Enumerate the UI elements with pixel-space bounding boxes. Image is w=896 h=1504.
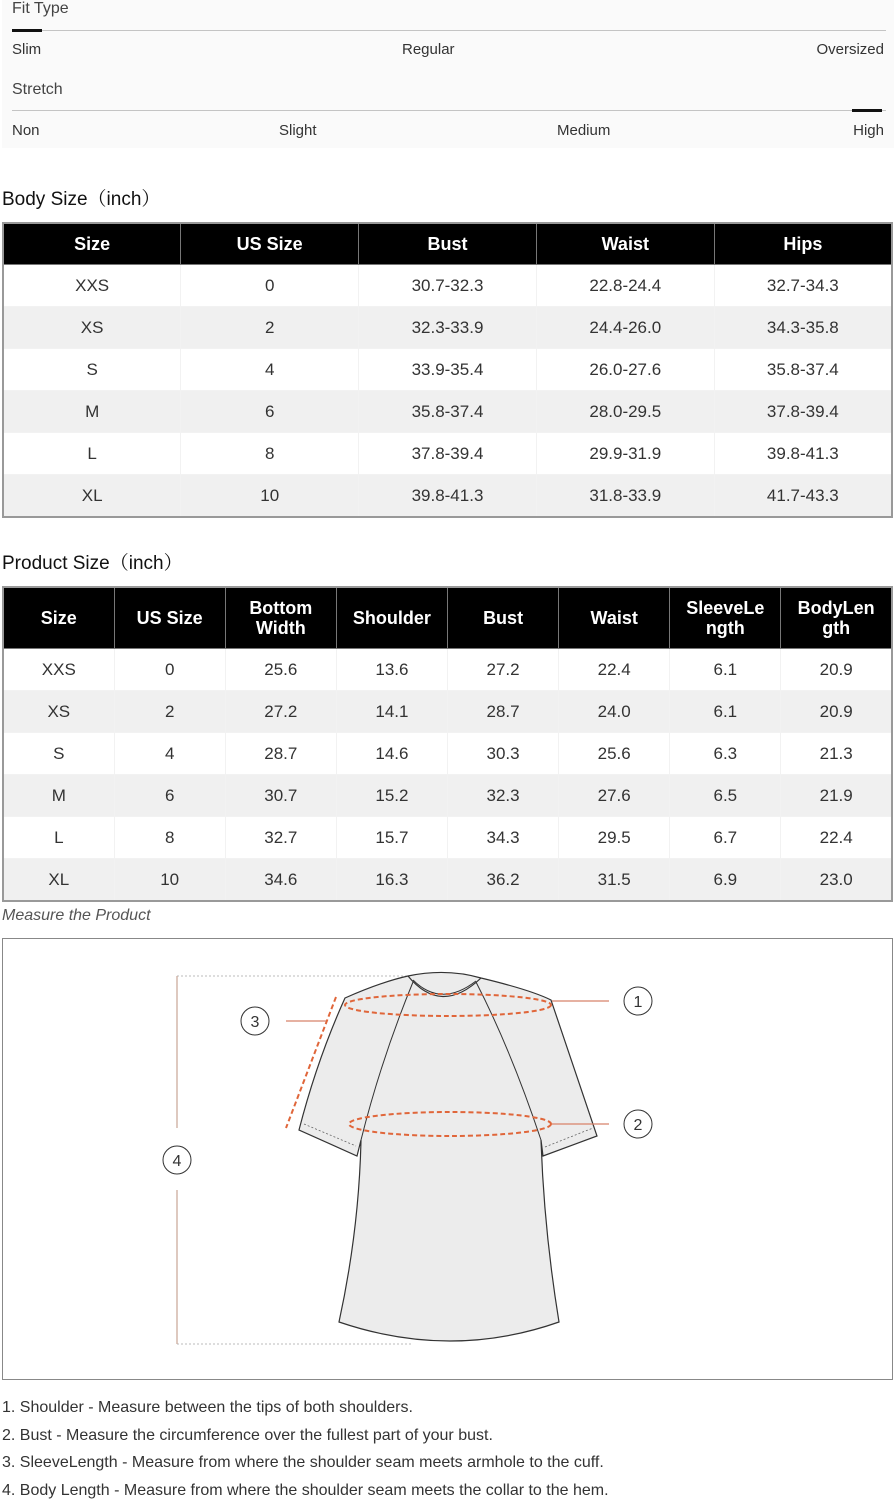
cell: M bbox=[3, 391, 181, 433]
cell: 37.8-39.4 bbox=[714, 391, 892, 433]
cell: S bbox=[3, 349, 181, 391]
cell: 6 bbox=[181, 391, 359, 433]
cell: 14.1 bbox=[336, 691, 447, 733]
col-header: Waist bbox=[559, 587, 670, 649]
cell: 35.8-37.4 bbox=[714, 349, 892, 391]
cell: XS bbox=[3, 307, 181, 349]
cell: 25.6 bbox=[559, 733, 670, 775]
cell: 32.3-33.9 bbox=[359, 307, 537, 349]
tshirt-diagram bbox=[3, 939, 892, 1379]
cell: 31.5 bbox=[559, 859, 670, 902]
cell: 16.3 bbox=[336, 859, 447, 902]
cell: 29.9-31.9 bbox=[536, 433, 714, 475]
measure-caption: Measure the Product bbox=[2, 907, 151, 925]
fit-label-slim: Slim bbox=[12, 41, 41, 58]
col-header: US Size bbox=[114, 587, 225, 649]
stretch-label-medium: Medium bbox=[557, 122, 610, 139]
cell: 27.2 bbox=[225, 691, 336, 733]
cell: 32.7-34.3 bbox=[714, 265, 892, 307]
table-row bbox=[3, 349, 892, 391]
table-row bbox=[3, 775, 892, 817]
product-size-table bbox=[2, 586, 893, 902]
cell: 0 bbox=[181, 265, 359, 307]
cell: 39.8-41.3 bbox=[714, 433, 892, 475]
col-header: Shoulder bbox=[336, 587, 447, 649]
cell: 21.3 bbox=[781, 733, 892, 775]
col-header: Bust bbox=[448, 587, 559, 649]
note-body-length: 4. Body Length - Measure from where the shoulder seam meets the collar to the hem. bbox=[2, 1477, 609, 1504]
cell: 24.0 bbox=[559, 691, 670, 733]
cell: L bbox=[3, 817, 114, 859]
cell: 34.3-35.8 bbox=[714, 307, 892, 349]
fit-type-marker bbox=[12, 29, 42, 32]
cell: XXS bbox=[3, 265, 181, 307]
cell: 28.7 bbox=[225, 733, 336, 775]
cell: 6.1 bbox=[670, 649, 781, 691]
fit-stretch-panel bbox=[2, 0, 894, 148]
table-row bbox=[3, 691, 892, 733]
body-size-title: Body Size（inch） bbox=[2, 184, 160, 211]
col-header: Bottom Width bbox=[225, 587, 336, 649]
cell: 41.7-43.3 bbox=[714, 475, 892, 518]
cell: XL bbox=[3, 859, 114, 902]
marker-3 bbox=[241, 1007, 269, 1035]
cell: 15.2 bbox=[336, 775, 447, 817]
cell: 24.4-26.0 bbox=[536, 307, 714, 349]
col-header: US Size bbox=[181, 223, 359, 265]
table-row bbox=[3, 391, 892, 433]
cell: 2 bbox=[181, 307, 359, 349]
cell: 31.8-33.9 bbox=[536, 475, 714, 518]
cell: 30.7-32.3 bbox=[359, 265, 537, 307]
cell: 4 bbox=[181, 349, 359, 391]
cell: 0 bbox=[114, 649, 225, 691]
cell: 32.7 bbox=[225, 817, 336, 859]
stretch-label-high: High bbox=[853, 122, 884, 139]
cell: 22.8-24.4 bbox=[536, 265, 714, 307]
cell: XS bbox=[3, 691, 114, 733]
svg-text:2: 2 bbox=[634, 1117, 643, 1134]
table-row bbox=[3, 649, 892, 691]
measurement-notes bbox=[2, 1394, 609, 1504]
cell: 10 bbox=[181, 475, 359, 518]
cell: 34.3 bbox=[448, 817, 559, 859]
stretch-marker bbox=[852, 109, 882, 112]
cell: 13.6 bbox=[336, 649, 447, 691]
cell: L bbox=[3, 433, 181, 475]
cell: 4 bbox=[114, 733, 225, 775]
cell: XXS bbox=[3, 649, 114, 691]
cell: 36.2 bbox=[448, 859, 559, 902]
cell: 34.6 bbox=[225, 859, 336, 902]
cell: 30.7 bbox=[225, 775, 336, 817]
stretch-title: Stretch bbox=[12, 81, 63, 99]
marker-2 bbox=[624, 1110, 652, 1138]
col-header: Waist bbox=[536, 223, 714, 265]
stretch-scale bbox=[12, 110, 886, 111]
svg-text:4: 4 bbox=[173, 1153, 182, 1170]
cell: 28.0-29.5 bbox=[536, 391, 714, 433]
col-header: Size bbox=[3, 587, 114, 649]
cell: 15.7 bbox=[336, 817, 447, 859]
cell: 33.9-35.4 bbox=[359, 349, 537, 391]
fit-type-scale bbox=[12, 30, 886, 31]
note-bust: 2. Bust - Measure the circumference over the fullest part of your bust. bbox=[2, 1422, 609, 1450]
fit-label-oversized: Oversized bbox=[816, 41, 884, 58]
cell: 22.4 bbox=[781, 817, 892, 859]
cell: 6.1 bbox=[670, 691, 781, 733]
col-header: BodyLen gth bbox=[781, 587, 892, 649]
cell: 20.9 bbox=[781, 649, 892, 691]
cell: 29.5 bbox=[559, 817, 670, 859]
body-size-table bbox=[2, 222, 893, 518]
stretch-label-non: Non bbox=[12, 122, 40, 139]
cell: 39.8-41.3 bbox=[359, 475, 537, 518]
table-row bbox=[3, 859, 892, 902]
cell: 6.9 bbox=[670, 859, 781, 902]
table-row bbox=[3, 307, 892, 349]
product-size-title: Product Size（inch） bbox=[2, 548, 183, 575]
cell: 28.7 bbox=[448, 691, 559, 733]
cell: 35.8-37.4 bbox=[359, 391, 537, 433]
cell: S bbox=[3, 733, 114, 775]
marker-1 bbox=[624, 987, 652, 1015]
table-row bbox=[3, 817, 892, 859]
svg-text:3: 3 bbox=[251, 1014, 260, 1031]
cell: 20.9 bbox=[781, 691, 892, 733]
fit-type-title: Fit Type bbox=[12, 0, 69, 18]
table-row bbox=[3, 475, 892, 518]
note-sleeve-length: 3. SleeveLength - Measure from where the shoulder seam meets armhole to the cuff. bbox=[2, 1449, 609, 1477]
col-header: Bust bbox=[359, 223, 537, 265]
col-header: SleeveLe ngth bbox=[670, 587, 781, 649]
cell: 14.6 bbox=[336, 733, 447, 775]
table-row bbox=[3, 433, 892, 475]
cell: 6.7 bbox=[670, 817, 781, 859]
cell: XL bbox=[3, 475, 181, 518]
cell: 30.3 bbox=[448, 733, 559, 775]
cell: 27.2 bbox=[448, 649, 559, 691]
cell: 21.9 bbox=[781, 775, 892, 817]
stretch-label-slight: Slight bbox=[279, 122, 317, 139]
cell: 6.5 bbox=[670, 775, 781, 817]
cell: 27.6 bbox=[559, 775, 670, 817]
col-header: Size bbox=[3, 223, 181, 265]
cell: M bbox=[3, 775, 114, 817]
measurement-diagram bbox=[2, 938, 893, 1380]
marker-4 bbox=[163, 1146, 191, 1174]
cell: 6 bbox=[114, 775, 225, 817]
note-shoulder: 1. Shoulder - Measure between the tips of both shoulders. bbox=[2, 1394, 609, 1422]
cell: 2 bbox=[114, 691, 225, 733]
table-row bbox=[3, 265, 892, 307]
col-header: Hips bbox=[714, 223, 892, 265]
svg-text:1: 1 bbox=[634, 994, 643, 1011]
cell: 23.0 bbox=[781, 859, 892, 902]
cell: 22.4 bbox=[559, 649, 670, 691]
fit-label-regular: Regular bbox=[402, 41, 455, 58]
cell: 6.3 bbox=[670, 733, 781, 775]
cell: 25.6 bbox=[225, 649, 336, 691]
cell: 26.0-27.6 bbox=[536, 349, 714, 391]
cell: 37.8-39.4 bbox=[359, 433, 537, 475]
cell: 10 bbox=[114, 859, 225, 902]
cell: 32.3 bbox=[448, 775, 559, 817]
table-row bbox=[3, 733, 892, 775]
cell: 8 bbox=[181, 433, 359, 475]
cell: 8 bbox=[114, 817, 225, 859]
